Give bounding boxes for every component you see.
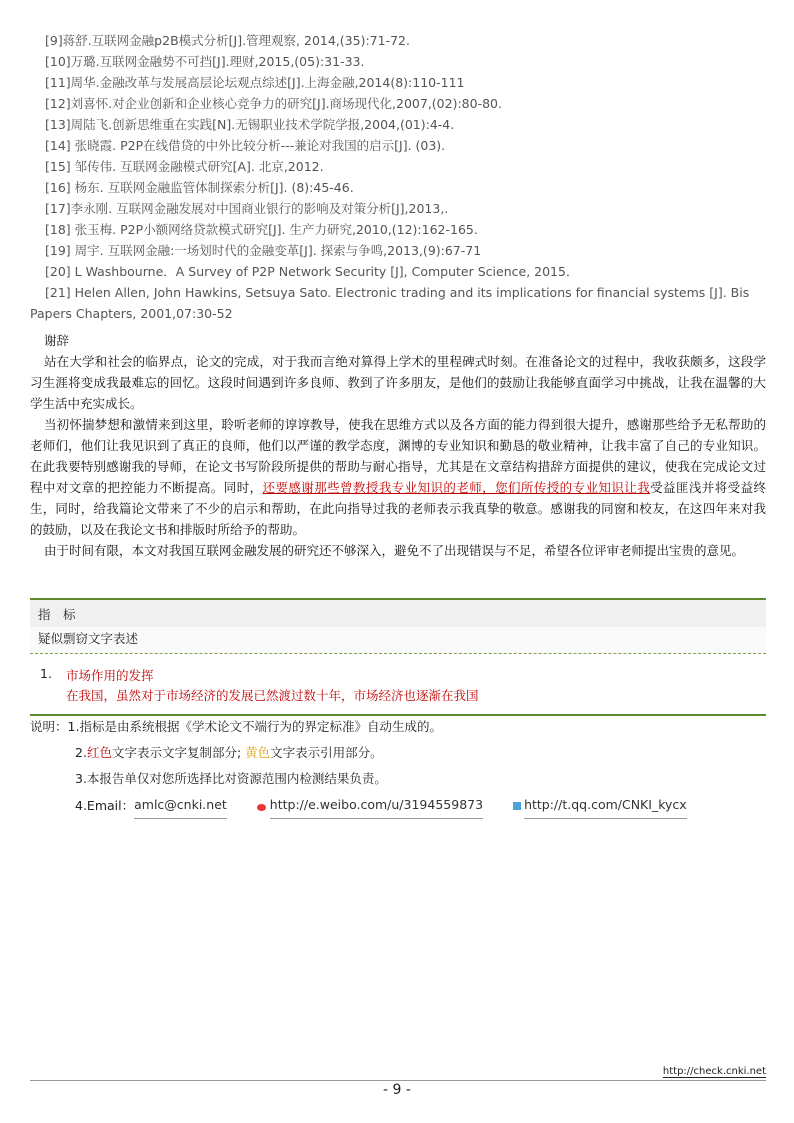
acknowledgement-title: 谢辞 bbox=[44, 333, 70, 348]
indicator-table bbox=[30, 598, 766, 716]
note-item bbox=[30, 740, 770, 766]
reference-list bbox=[30, 30, 770, 324]
footer-divider bbox=[30, 1080, 766, 1081]
contact-row bbox=[30, 792, 770, 819]
acknowledgement-paragraph: 由于时间有限，本文对我国互联网金融发展的研究还不够深入，避免不了出现错误与不足，希望各位评审老师提出宝贵的意见。 bbox=[44, 543, 745, 558]
reference-item: [12]刘喜怀.对企业创新和企业核心竞争力的研究[J].商场现代化,2007,(02):80-80. bbox=[45, 96, 502, 111]
acknowledgement-section bbox=[30, 330, 766, 561]
weibo-icon bbox=[257, 804, 266, 811]
reference-item: [9]蒋舒.互联网金融p2B模式分析[J].管理观察, 2014,(35):71-72. bbox=[45, 33, 410, 48]
plagiarism-highlight[interactable]: 还要感谢那些曾教授我专业知识的老师，您们所传授的专业知识让我 bbox=[262, 480, 651, 495]
paragraph-text: 当初怀揣梦想和激情来到这里，聆听老师的谆谆教导，使我在思维方式以及各方面的能力得到很大提升，感谢那些给予无私帮助的老师们，他们让我见识到了真正的良师，他们以严谨的教学态度，渊博的专业知识和勤恳的敬业精神，让我丰富了自己的专业知识。在此我要特别感谢我的导师，在论文书写阶段所提供的帮助与耐心指导，尤其是在文章结构措辞方面提供的建议，使我在完成论文过程中对文章的把控能力不断提高。同时， bbox=[30, 417, 766, 495]
paragraph-text: 受益匪浅并将受益终生，同时，给我篇论文带来了不少的启示和帮助，在此向指导过我的老师表示我真挚的敬意。感谢我的同窗和校友，在这四年来对我的鼓励，以及在我论文书和排版时所给予的帮助。 bbox=[30, 480, 766, 537]
email-label: 4.Email： bbox=[75, 797, 135, 813]
reference-item: [19] 周宇. 互联网金融:一场划时代的金融变革[J]. 探索与争鸣,2013,(9):67-71 bbox=[45, 243, 482, 258]
item-title: 市场作用的发挥 bbox=[66, 668, 154, 683]
acknowledgement-paragraph: 站在大学和社会的临界点，论文的完成，对于我而言绝对算得上学术的里程碑式时刻。在准备论文的过程中，我收获颇多，这段学习生涯将变成我最难忘的回忆。这段时间遇到许多良师、教到了许多朋友，是他们的鼓励让我能够直面学习中挑战，让我在温馨的大学生活中充实成长。 bbox=[30, 354, 766, 411]
weibo-link[interactable]: http://e.weibo.com/u/3194559873 bbox=[270, 792, 483, 819]
notes-label: 说明： bbox=[30, 719, 68, 734]
reference-item: [11]周华.金融改革与发展高层论坛观点综述[J].上海金融,2014(8):110-111 bbox=[45, 75, 465, 90]
note-item: 3.本报告单仅对您所选择比对资源范围内检测结果负责。 bbox=[75, 771, 387, 786]
reference-item: [15] 邹传伟. 互联网金融模式研究[A]. 北京,2012. bbox=[45, 159, 324, 174]
reference-item: [17]李永刚. 互联网金融发展对中国商业银行的影响及对策分析[J],2013,. bbox=[45, 201, 449, 216]
qq-link[interactable]: http://t.qq.com/CNKI_kycx bbox=[524, 792, 687, 819]
note-text: 文字表示引用部分。 bbox=[270, 745, 383, 760]
reference-item: [18] 张玉梅. P2P小额网络贷款模式研究[J]. 生产力研究,2010,(12):162-165. bbox=[45, 222, 478, 237]
qq-icon bbox=[513, 802, 521, 810]
reference-item: [13]周陆飞.创新思维重在实践[N].无锡职业技术学院学报,2004,(01):4-4. bbox=[45, 117, 455, 132]
footer-link[interactable]: http://check.cnki.net bbox=[662, 1066, 766, 1077]
note-text: 2. bbox=[75, 745, 87, 760]
reference-item: [16] 杨东. 互联网金融监管体制探索分析[J]. (8):45-46. bbox=[45, 180, 354, 195]
item-number: 1. bbox=[40, 666, 52, 681]
indicator-item[interactable] bbox=[30, 654, 766, 714]
indicator-header: 指 标 bbox=[30, 600, 766, 627]
notes-section bbox=[30, 714, 770, 819]
indicator-subheader: 疑似剽窃文字表述 bbox=[30, 627, 766, 653]
acknowledgement-paragraph bbox=[30, 414, 766, 540]
page-number: - 9 - bbox=[383, 1082, 411, 1098]
reference-item: [21] Helen Allen, John Hawkins, Setsuya Sato. Electronic trading and its implications for financial systems [J]. Bis Papers Chapters, 2001,07:30-52 bbox=[30, 285, 750, 321]
note-item: 1.指标是由系统根据《学术论文不端行为的界定标准》自动生成的。 bbox=[67, 719, 442, 734]
email-link[interactable]: amlc@cnki.net bbox=[134, 792, 227, 819]
reference-item: [10]万璐.互联网金融势不可挡[J].理财,2015,(05):31-33. bbox=[45, 54, 365, 69]
reference-item: [20] L Washbourne．A Survey of P2P Network Security [J], Computer Science, 2015． bbox=[45, 264, 579, 279]
yellow-legend: 黄色 bbox=[245, 745, 271, 760]
reference-item: [14] 张晓霞. P2P在线借贷的中外比较分析---兼论对我国的启示[J]. (03). bbox=[45, 138, 446, 153]
red-legend: 红色 bbox=[86, 745, 112, 760]
item-text: 在我国，虽然对于市场经济的发展已然渡过数十年，市场经济也逐渐在我国 bbox=[66, 688, 479, 703]
note-text: 文字表示文字复制部分; bbox=[111, 745, 242, 760]
